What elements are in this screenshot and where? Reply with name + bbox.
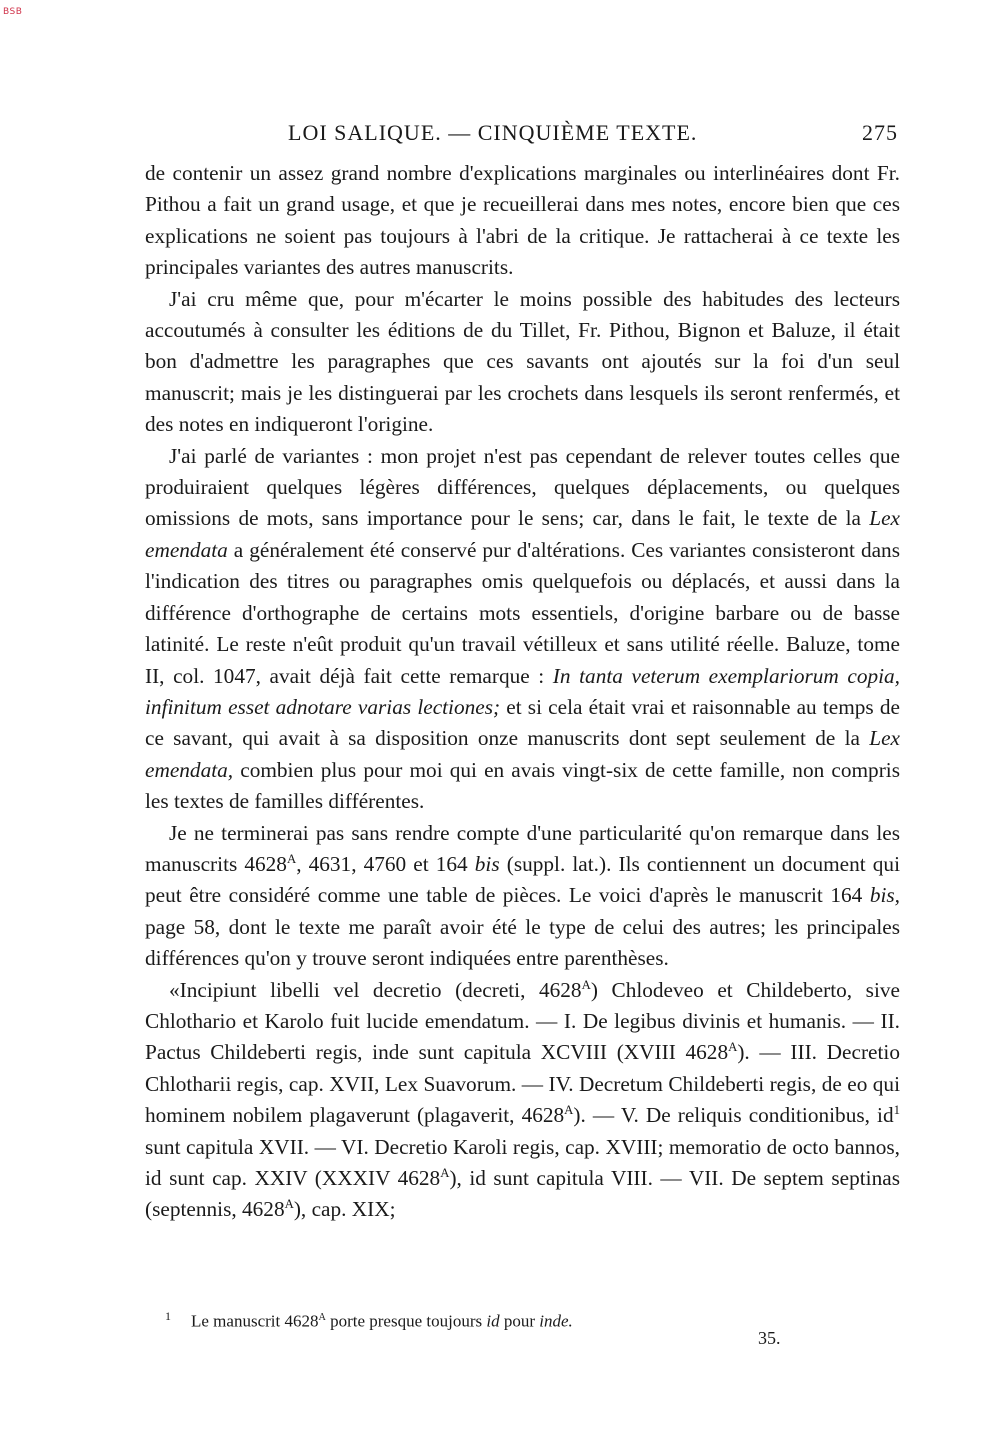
superscript-mark: A <box>284 1197 294 1212</box>
main-text <box>145 158 900 1226</box>
text-run: (suppl. lat.). Ils contiennent un document qui peut être considéré comme une table de pièces. Le voici d'après le manuscrit 164 <box>145 851 900 908</box>
text-run: J'ai parlé de variantes : mon projet n'est pas cependant de relever toutes celles que produiraient quelques légères différences, quelques déplacements, ou quelques omissions de mots, sans importance pour le sens; car, dans le fait, le texte de la <box>145 443 900 531</box>
running-title: LOI SALIQUE. — CINQUIÈME TEXTE. <box>288 120 698 145</box>
running-head <box>145 118 900 158</box>
paragraph <box>145 441 900 818</box>
superscript-mark: A <box>286 851 297 866</box>
italic-text: bis <box>474 851 500 876</box>
italic-text: inde. <box>539 1311 573 1331</box>
italic-text: Lex emendata, <box>145 726 900 782</box>
text-run: pour <box>499 1311 540 1331</box>
text-run: porte presque toujours <box>325 1311 487 1331</box>
text-run: Je ne terminerai pas sans rendre compte d'une particularité qu'on remarque dans les manuscrits 4628 <box>145 820 900 876</box>
text-run: combien plus pour moi qui en avais vingt-six de cette famille, non compris les textes de familles différentes. <box>145 757 900 814</box>
superscript-mark: 1 <box>893 1103 900 1118</box>
superscript-mark: A <box>564 1103 574 1118</box>
text-run: ), id sunt capitula VIII. — VII. De septem septinas (septennis, 4628 <box>145 1166 900 1222</box>
paragraph <box>145 158 900 284</box>
text-run: ), cap. XIX; <box>293 1197 396 1222</box>
text-run: a généralement été conservé pur d'altérations. Ces variantes consisteront dans l'indication des titres ou paragraphes omis quelquefois ou déplacés, et aussi dans la différence d'orthographe de certains mots essentiels, d'origine barbare ou de basse latinité. Le reste n'eût produit qu'un travail vétilleux et sans utilité réelle. Baluze, tome II, col. 1047, avait déjà fait cette remarque : <box>145 537 900 688</box>
footnote-mark: 1 <box>165 1309 171 1323</box>
text-run: page 58, dont le texte me paraît avoir été le type de celui des autres; les principales différences qu'on y trouve seront indiquées entre parenthèses. <box>145 914 900 971</box>
italic-text: bis, <box>869 883 900 908</box>
superscript-mark: A <box>728 1040 738 1055</box>
text-run: ). — V. De reliquis conditionibus, id <box>573 1103 894 1128</box>
text-run: Le manuscrit 4628 <box>191 1311 319 1331</box>
superscript-mark: A <box>581 977 591 992</box>
paragraph <box>145 818 900 975</box>
page-number: 275 <box>862 120 898 145</box>
signature-mark: 35. <box>758 1328 781 1348</box>
text-run: «Incipiunt libelli vel decretio (decreti, 4628 <box>169 977 582 1002</box>
superscript-mark: A <box>440 1165 450 1180</box>
italic-text: id <box>486 1311 500 1331</box>
text-run: de contenir un assez grand nombre d'explications marginales ou interlinéaires dont Fr. Pithou a fait un grand usage, et que je recueillerai dans mes notes, encore bien que ces explications ne soient pas toujours à l'abri de la critique. Je rattacherai à ce texte les principales variantes des autres manuscrits. <box>145 161 900 280</box>
superscript-mark: A <box>318 1312 326 1323</box>
paragraph <box>145 284 900 441</box>
italic-text: In tanta veterum exemplariorum copia, infinitum esset adnotare varias lectiones; <box>145 663 901 719</box>
footnote <box>145 1305 900 1333</box>
paragraph <box>145 975 900 1226</box>
page-body <box>145 118 900 1226</box>
text-run: J'ai cru même que, pour m'écarter le moins possible des habitudes des lecteurs accoutumés à consulter les éditions de du Tillet, Fr. Pithou, Bignon et Baluze, il était bon d'admettre les paragraphes que ces savants ont ajoutés sur la foi d'un seul manuscrit; mais je les distinguerai par les crochets dans lesquels ils seront renfermés, et des notes en indiqueront l'origine. <box>145 286 900 437</box>
text-run: et si cela était vrai et raisonnable au temps de ce savant, qui avait à sa disposition onze manuscrits dont sept seulement de la <box>145 694 900 751</box>
library-stamp: BSB <box>3 7 23 17</box>
text-run: , 4631, 4760 et 164 <box>296 851 475 876</box>
text-run: sunt capitula XVII. — VI. Decretio Karoli regis, cap. XVIII; memoratio de octo bannos, id sunt cap. XXIV (XXXIV 4628 <box>145 1134 900 1190</box>
text-run: ). — III. Decretio Chlotharii regis, cap. XVII, Lex Suavorum. — IV. Decretum Childeberti regis, de eo qui hominem nobilem plagaverunt (plagaverit, 4628 <box>145 1040 900 1128</box>
italic-text: Lex emendata <box>145 506 900 562</box>
text-run: ) Chlodeveo et Childeberto, sive Chlothario et Karolo fuit lucide emendatum. — I. De legibus divinis et humanis. — II. Pactus Childeberti regis, inde sunt capitula XCVIII (XVIII 4628 <box>145 977 900 1065</box>
